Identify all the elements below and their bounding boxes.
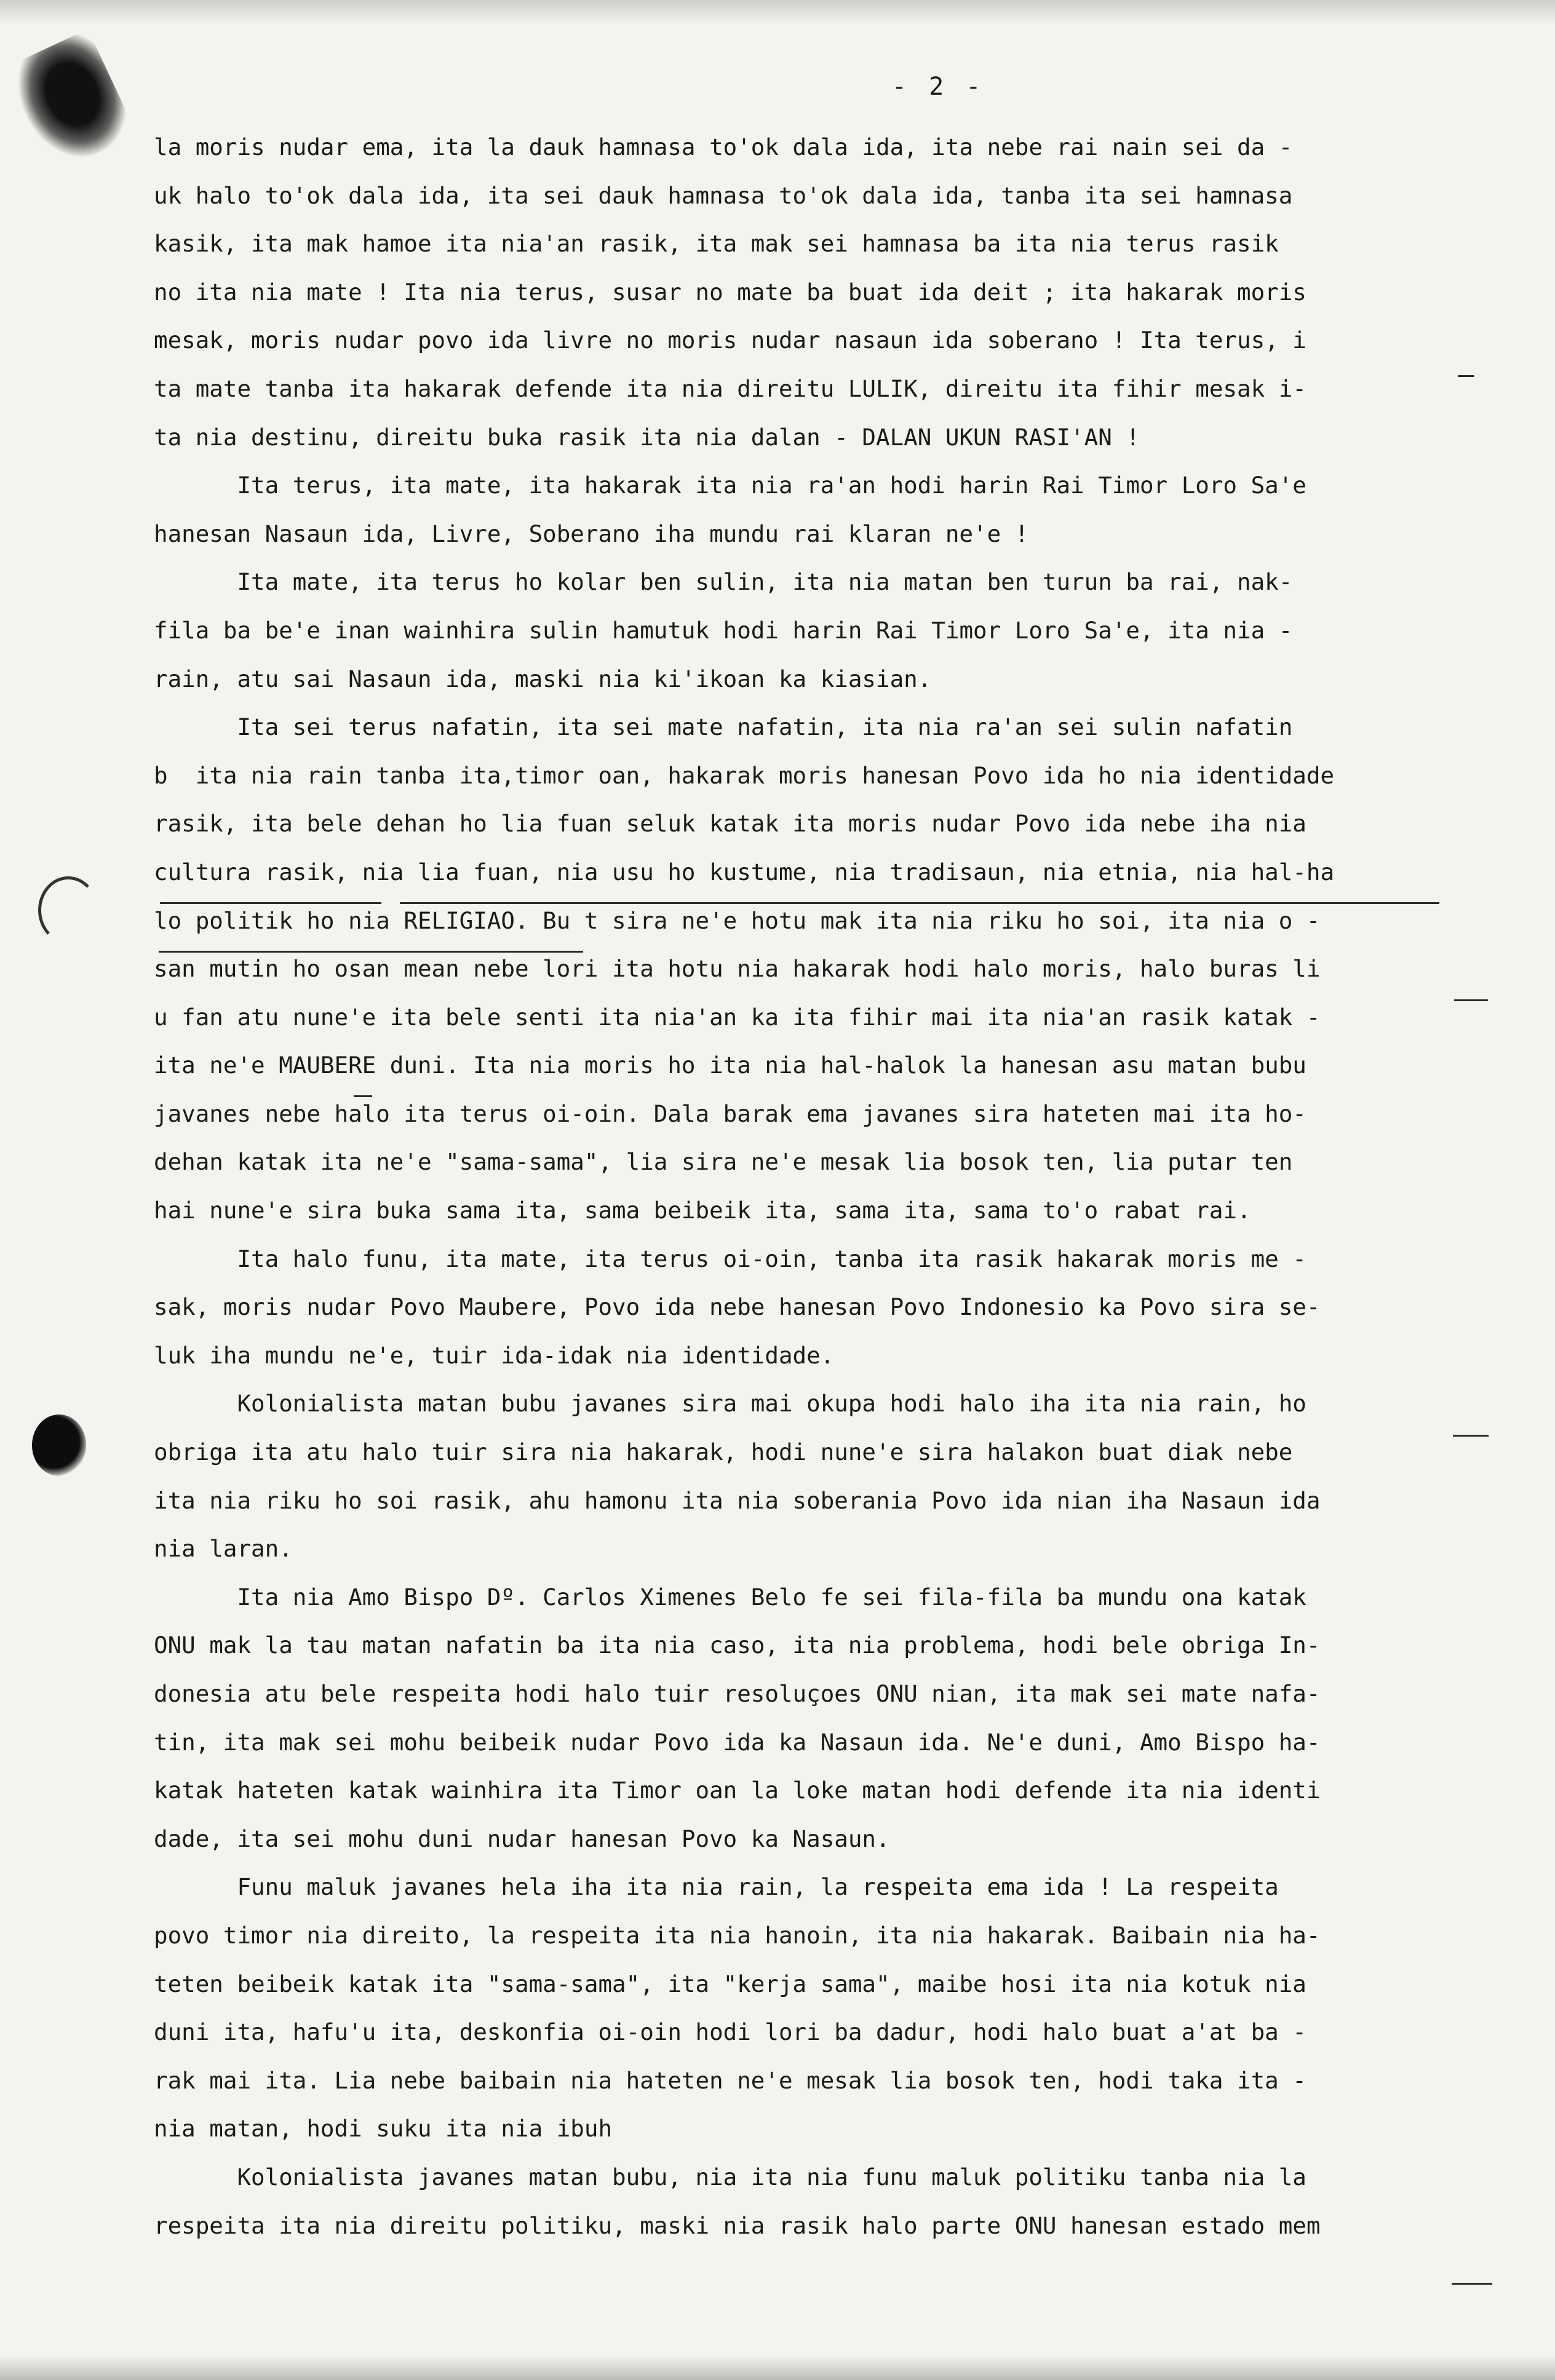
- text-line: hai nune'e sira buka sama ita, sama beibeik ita, sama ita, sama to'o rabat rai.: [154, 1197, 1251, 1224]
- underline-mark: [1454, 999, 1488, 1001]
- underline-mark: [1458, 375, 1474, 377]
- punch-hole-bottom: [32, 1414, 86, 1476]
- text-line: Funu maluk javanes hela iha ita nia rain, la respeita ema ida ! La respeita: [154, 1873, 1279, 1901]
- underline-mark: [160, 902, 381, 904]
- text-line: u fan atu nune'e ita bele senti ita nia'an ka ita fihir mai ita nia'an rasik katak -: [154, 1003, 1321, 1031]
- text-line: Kolonialista matan bubu javanes sira mai okupa hodi halo iha ita nia rain, ho: [154, 1390, 1306, 1418]
- text-line: povo timor nia direito, la respeita ita nia hanoin, ita nia hakarak. Baibain nia ha-: [154, 1921, 1321, 1949]
- text-line: Ita sei terus nafatin, ita sei mate nafatin, ita nia ra'an sei sulin nafatin: [154, 713, 1293, 741]
- text-line: rasik, ita bele dehan ho lia fuan seluk katak ita moris nudar Povo ida nebe iha nia: [154, 810, 1306, 838]
- text-line: san mutin ho osan mean nebe lori ita hotu nia hakarak hodi halo moris, halo buras li: [154, 955, 1321, 983]
- text-line: Ita halo funu, ita mate, ita terus oi-oin, tanba ita rasik hakarak moris me -: [154, 1245, 1306, 1272]
- text-line: ta nia destinu, direitu buka rasik ita nia dalan - DALAN UKUN RASI'AN !: [154, 423, 1140, 451]
- text-line: uk halo to'ok dala ida, ita sei dauk hamnasa to'ok dala ida, tanba ita sei hamnasa: [154, 181, 1293, 209]
- text-line: nia laran.: [154, 1535, 293, 1563]
- text-line: Ita mate, ita terus ho kolar ben sulin, ita nia matan ben turun ba rai, nak-: [154, 568, 1293, 596]
- text-line: mesak, moris nudar povo ida livre no moris nudar nasaun ida soberano ! Ita terus, i: [154, 327, 1306, 354]
- text-line: lo politik ho nia RELIGIAO. Bu t sira ne'e hotu mak ita nia riku ho soi, ita nia o -: [154, 906, 1321, 934]
- text-line: la moris nudar ema, ita la dauk hamnasa to'ok dala ida, ita nebe rai nain sei da -: [154, 133, 1293, 161]
- text-line: kasik, ita mak hamoe ita nia'an rasik, ita mak sei hamnasa ba ita nia terus rasik: [154, 230, 1279, 258]
- text-line: duni ita, hafu'u ita, deskonfia oi-oin hodi lori ba dadur, hodi halo buat a'at ba -: [154, 2018, 1306, 2046]
- text-line: teten beibeik katak ita "sama-sama", ita "kerja sama", maibe hosi ita nia kotuk nia: [154, 1970, 1306, 1997]
- text-line: sak, moris nudar Povo Maubere, Povo ida nebe hanesan Povo Indonesio ka Povo sira se-: [154, 1293, 1321, 1321]
- text-line: ta mate tanba ita hakarak defende ita nia direitu LULIK, direitu ita fihir mesak i-: [154, 375, 1306, 402]
- ink-blot: [4, 29, 137, 174]
- text-line: javanes nebe halo ita terus oi-oin. Dala barak ema javanes sira hateten mai ita ho-: [154, 1100, 1306, 1127]
- text-line: Ita nia Amo Bispo Dº. Carlos Ximenes Belo fe sei fila-fila ba mundu ona katak: [154, 1583, 1306, 1611]
- underline-mark: [159, 951, 583, 953]
- text-line: nia matan, hodi suku ita nia ibuh: [154, 2115, 613, 2143]
- page-number: - 2 -: [892, 73, 985, 101]
- text-line: hanesan Nasaun ida, Livre, Soberano iha mundu rai klaran ne'e !: [154, 520, 1029, 547]
- underline-mark: [1452, 2283, 1492, 2285]
- text-line: Kolonialista javanes matan bubu, nia ita nia funu maluk politiku tanba nia la: [154, 2163, 1306, 2191]
- underline-mark: [354, 1095, 372, 1097]
- text-line: rak mai ita. Lia nebe baibain nia hateten ne'e mesak lia bosok ten, hodi taka ita -: [154, 2066, 1306, 2094]
- text-line: ita ne'e MAUBERE duni. Ita nia moris ho ita nia hal-halok la hanesan asu matan bubu: [154, 1052, 1306, 1079]
- text-line: luk iha mundu ne'e, tuir ida-idak nia identidade.: [154, 1341, 835, 1369]
- text-line: ita nia riku ho soi rasik, ahu hamonu ita nia soberania Povo ida nian iha Nasaun ida: [154, 1486, 1321, 1514]
- underline-mark: [1453, 1435, 1489, 1437]
- text-line: rain, atu sai Nasaun ida, maski nia ki'ikoan ka kiasian.: [154, 665, 932, 692]
- underline-mark: [400, 902, 1439, 904]
- text-line: cultura rasik, nia lia fuan, nia usu ho kustume, nia tradisaun, nia etnia, nia hal-ha: [154, 858, 1335, 886]
- typed-text-body: [154, 123, 1513, 2250]
- text-line: b ita nia rain tanba ita,timor oan, hakarak moris hanesan Povo ida ho nia identidade: [154, 761, 1335, 789]
- text-line: obriga ita atu halo tuir sira nia hakarak, hodi nune'e sira halakon buat diak nebe: [154, 1438, 1293, 1466]
- scan-top-edge: [0, 0, 1555, 25]
- text-line: donesia atu bele respeita hodi halo tuir resoluçoes ONU nian, ita mak sei mate nafa-: [154, 1680, 1321, 1707]
- text-line: dehan katak ita ne'e "sama-sama", lia sira ne'e mesak lia bosok ten, lia putar ten: [154, 1148, 1293, 1176]
- punch-hole-top: [38, 876, 98, 944]
- text-line: no ita nia mate ! Ita nia terus, susar no mate ba buat ida deit ; ita hakarak moris: [154, 278, 1306, 306]
- text-line: fila ba be'e inan wainhira sulin hamutuk hodi harin Rai Timor Loro Sa'e, ita nia -: [154, 616, 1293, 644]
- text-line: Ita terus, ita mate, ita hakarak ita nia ra'an hodi harin Rai Timor Loro Sa'e: [154, 472, 1306, 499]
- text-line: katak hateten katak wainhira ita Timor oan la loke matan hodi defende ita nia identi: [154, 1777, 1321, 1804]
- text-line: tin, ita mak sei mohu beibeik nudar Povo ida ka Nasaun ida. Ne'e duni, Amo Bispo ha-: [154, 1728, 1321, 1756]
- text-line: ONU mak la tau matan nafatin ba ita nia caso, ita nia problema, hodi bele obriga In-: [154, 1632, 1321, 1659]
- scan-bottom-edge: [0, 2355, 1555, 2380]
- text-line: respeita ita nia direitu politiku, maski nia rasik halo parte ONU hanesan estado mem: [154, 2211, 1321, 2239]
- text-line: dade, ita sei mohu duni nudar hanesan Povo ka Nasaun.: [154, 1825, 890, 1852]
